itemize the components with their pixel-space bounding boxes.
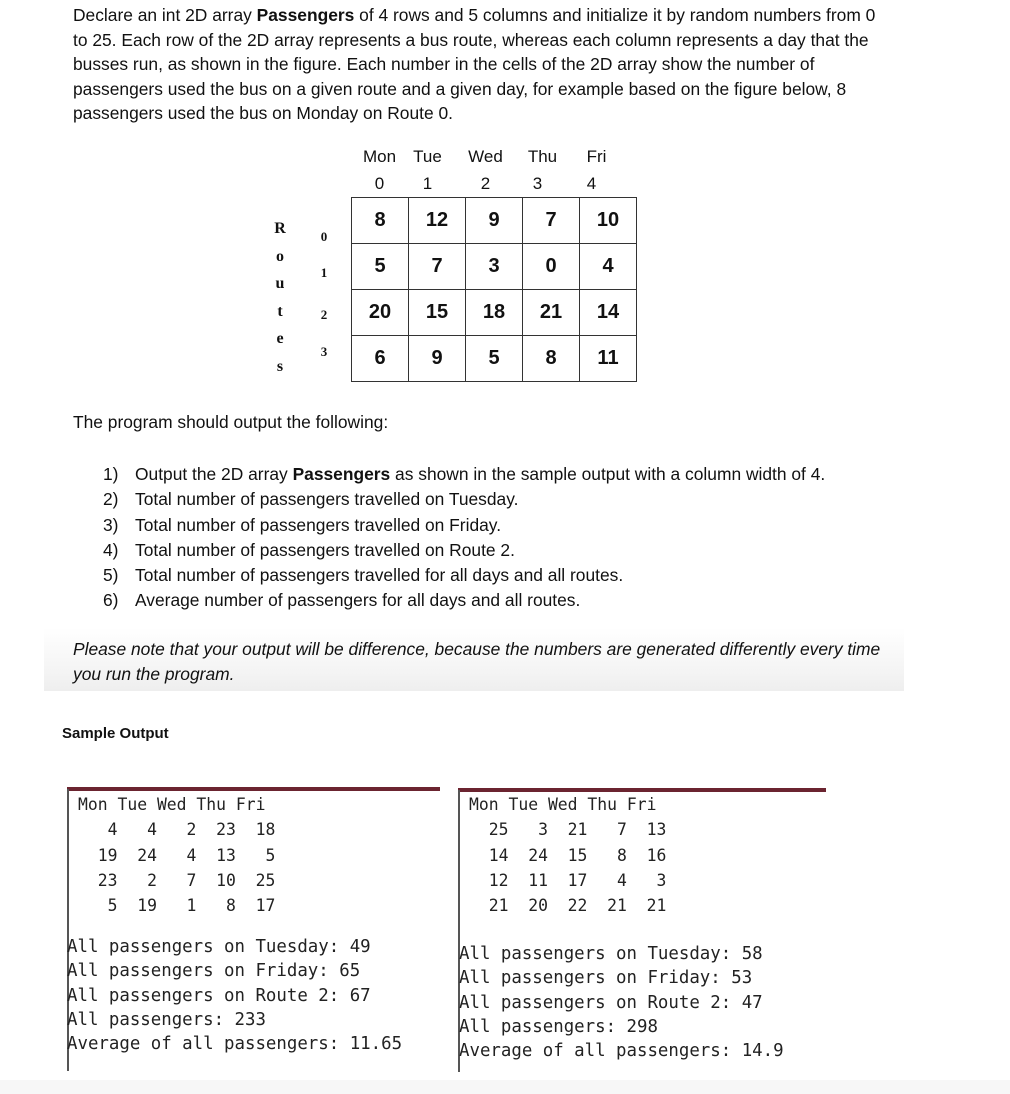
task-item <box>103 563 825 588</box>
grid-cell: 9 <box>409 336 466 382</box>
grid-cell: 0 <box>523 244 580 290</box>
intro-array-name: Passengers <box>256 5 355 25</box>
intro-paragraph <box>73 3 888 126</box>
task-item <box>103 513 825 538</box>
route-index: 3 <box>320 344 328 359</box>
routes-letter: o <box>276 247 284 265</box>
grid-cell: 10 <box>580 198 637 244</box>
route-index: 2 <box>320 307 328 322</box>
task-text: Total number of passengers travelled on Route 2. <box>135 539 515 560</box>
task-item <box>103 538 825 563</box>
task-text-after: as shown in the sample output with a column width of 4. <box>390 464 826 484</box>
intro-text-before: Declare an int 2D array <box>73 5 257 25</box>
note-text: Please note that your output will be difference, because the numbers are generated differently every time you run the program. <box>73 639 881 684</box>
grid-cell: 5 <box>466 336 523 382</box>
routes-letter: t <box>277 302 283 320</box>
grid-cell: 14 <box>580 290 637 336</box>
task-number: 2) <box>103 489 119 510</box>
task-number: 6) <box>103 590 119 611</box>
day-index: 0 <box>374 174 385 193</box>
grid-cell: 12 <box>409 198 466 244</box>
task-text: Output the 2D array <box>135 464 293 484</box>
day-name: Wed <box>468 147 503 166</box>
routes-vertical-label <box>270 215 290 380</box>
day-name: Mon <box>362 147 397 166</box>
grid-cell: 8 <box>523 336 580 382</box>
day-name: Tue <box>413 147 442 166</box>
task-item <box>103 588 825 613</box>
task-item <box>103 487 825 512</box>
day-name: Fri <box>586 147 607 166</box>
grid-row <box>352 244 637 290</box>
grid-cell: 18 <box>466 290 523 336</box>
sample-2-table: Mon Tue Wed Thu Fri 25 3 21 7 13 14 24 15 8 16 12 11 17 4 3 21 20 22 21 21 <box>469 795 667 916</box>
grid-cell: 21 <box>523 290 580 336</box>
console-top-border <box>67 787 440 791</box>
grid-cell: 7 <box>409 244 466 290</box>
task-text: Total number of passengers travelled on Friday. <box>135 514 502 535</box>
route-index: 0 <box>320 229 328 244</box>
sample-output-title: Sample Output <box>62 725 169 742</box>
day-index: 1 <box>422 174 433 193</box>
grid-cell: 9 <box>466 198 523 244</box>
grid-cell: 6 <box>352 336 409 382</box>
task-number: 1) <box>103 464 119 484</box>
routes-letter: e <box>276 330 284 347</box>
day-index: 4 <box>586 174 597 193</box>
task-number: 3) <box>103 514 119 535</box>
task-bold-text: Passengers <box>292 464 391 484</box>
grid-row <box>352 336 637 382</box>
routes-letter: u <box>275 275 285 292</box>
task-text: Total number of passengers travelled on Tuesday. <box>135 489 519 510</box>
intro-text-after: of 4 rows and 5 columns and initialize it by random numbers from 0 to 25. Each row of the 2D array represents a bus route, whereas each column represents a day that the busses run, as shown in the figure. Each number in the cells of the 2D array show the number of passengers used the bus on a given route and a given day, for example based on the figure below, 8 passengers used the bus on Monday on Route 0. <box>73 5 876 124</box>
grid-row <box>352 290 637 336</box>
grid-cell: 11 <box>580 336 637 382</box>
task-text: Total number of passengers travelled for all days and all routes. <box>135 565 624 586</box>
grid-row <box>352 198 637 244</box>
grid-cell: 7 <box>523 198 580 244</box>
task-item <box>103 462 825 487</box>
task-list <box>103 462 825 614</box>
task-number: 4) <box>103 539 119 560</box>
grid-cell: 8 <box>352 198 409 244</box>
task-number: 5) <box>103 565 119 586</box>
grid-cell: 15 <box>409 290 466 336</box>
page-bottom-band <box>0 1080 1010 1094</box>
task-text: Average number of passengers for all days and all routes. <box>135 590 581 611</box>
route-index: 1 <box>320 265 328 280</box>
grid-cell: 3 <box>466 244 523 290</box>
grid-cell: 5 <box>352 244 409 290</box>
passengers-figure <box>255 147 655 397</box>
sample-1-summary: All passengers on Tuesday: 49 All passengers on Friday: 65 All passengers on Route 2: 67 All passengers: 233 Average of all passengers: 11.65 <box>67 937 403 1055</box>
output-prompt: The program should output the following: <box>73 412 389 432</box>
day-name: Thu <box>527 147 558 166</box>
grid-cell: 4 <box>580 244 637 290</box>
grid-cell: 20 <box>352 290 409 336</box>
sample-2-summary: All passengers on Tuesday: 58 All passengers on Friday: 53 All passengers on Route 2: 47 All passengers: 298 Average of all passengers: 14.9 <box>459 944 784 1062</box>
day-index: 2 <box>480 174 491 193</box>
passengers-grid <box>351 197 637 382</box>
sample-1-table: Mon Tue Wed Thu Fri 4 4 2 23 18 19 24 4 13 5 23 2 7 10 25 5 19 1 8 17 <box>78 795 276 916</box>
routes-letter: s <box>276 357 284 375</box>
routes-letter: R <box>274 220 286 237</box>
day-index: 3 <box>532 174 543 193</box>
